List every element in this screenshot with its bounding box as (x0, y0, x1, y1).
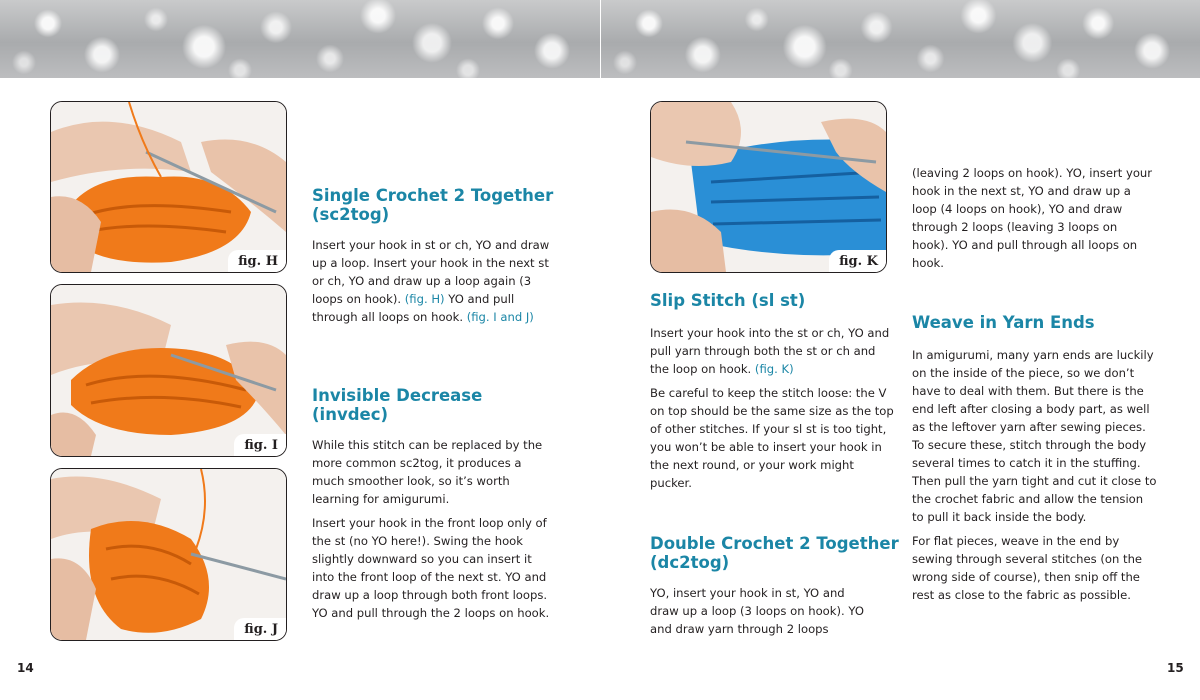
invdec-body (312, 436, 557, 628)
crochet-photo-i-image (51, 285, 286, 456)
slst-body (650, 324, 895, 498)
sc2tog-title-line1: Single Crochet 2 Together (312, 186, 554, 205)
photo-fig-h (50, 101, 287, 273)
sc2tog-heading (312, 186, 582, 224)
crochet-photo-j-image (51, 469, 286, 640)
invdec-title-line1: Invisible Decrease (312, 386, 483, 405)
fig-ij-reference: (fig. I and J) (466, 310, 534, 324)
photo-fig-i (50, 284, 287, 457)
dc2tog-heading (650, 534, 900, 572)
fig-j-label: fig. J (234, 618, 286, 640)
sc2tog-text-cont: YO and pull through all loops on hook. (312, 292, 515, 324)
slst-paragraph-1 (650, 324, 895, 378)
photo-fig-k (650, 101, 887, 273)
sc2tog-text: Insert your hook in st or ch, YO and draw up a loop. Insert your hook in the next st or ch, YO and draw up a loop again (3 loops on hook). (312, 238, 550, 306)
dc2tog-body (650, 584, 875, 644)
fig-k-label: fig. K (829, 250, 886, 272)
weave-heading: Weave in Yarn Ends (912, 313, 1095, 332)
weave-paragraph-2: For flat pieces, weave in the end by sewing through several stitches (on the wrong side of course), then snip off the rest as close to the fabric as possible. (912, 534, 1143, 602)
sc2tog-body (312, 236, 557, 332)
sparkle-banner-left (0, 0, 600, 78)
invdec-heading (312, 386, 582, 424)
fig-k-reference: (fig. K) (754, 362, 794, 376)
dc2tog-title-line2: (dc2tog) (650, 553, 730, 572)
crochet-photo-k-image (651, 102, 886, 272)
dc2tog-body-continued (912, 164, 1157, 278)
crochet-photo-h-image (51, 102, 286, 272)
fig-h-label: fig. H (228, 250, 286, 272)
dc2tog-paragraph: YO, insert your hook in st, YO and draw up a loop (3 loops on hook). YO and draw yarn through 2 loops (650, 586, 864, 636)
dc2tog-paragraph-cont: (leaving 2 loops on hook). YO, insert your hook in the next st, YO and draw up a loop (4 loops on hook), YO and draw through 2 loops (leaving 3 loops on hook). YO and pull through all loops on hook. (912, 166, 1153, 270)
fig-i-label: fig. I (234, 434, 286, 456)
slst-heading: Slip Stitch (sl st) (650, 291, 806, 310)
invdec-paragraph-2: Insert your hook in the front loop only of the st (no YO here!). Swing the hook slightly downward so you can insert it into the front loop of the next st. YO and draw up a loop through both front loops. YO and pull through the 2 loops on hook. (312, 516, 550, 620)
invdec-paragraph-1: While this stitch can be replaced by the more common sc2tog, it produces a much smoother look, so it’s worth learning for amigurumi. (312, 438, 543, 506)
fig-h-reference: (fig. H) (404, 292, 445, 306)
weave-paragraph-1: In amigurumi, many yarn ends are luckily on the inside of the piece, so we don’t have to deal with them. But there is the end left after closing a body part, as well as the leftover yarn after sewing pieces. To secure these, stitch through the body several times to catch it in the stuffing. Then pull the yarn tight and cut it close to the crochet fabric and allow the tension to pull it back inside the body. (912, 348, 1157, 524)
sc2tog-title-line2: (sc2tog) (312, 205, 390, 224)
page-number-right: 15 (1167, 661, 1184, 675)
weave-body (912, 346, 1157, 610)
page-number-left: 14 (17, 661, 34, 675)
invdec-title-line2: (invdec) (312, 405, 389, 424)
sc2tog-paragraph (312, 236, 557, 326)
sparkle-banner-right (601, 0, 1200, 78)
dc2tog-title-line1: Double Crochet 2 Together (650, 534, 899, 553)
slst-text: Insert your hook into the st or ch, YO and pull yarn through both the st or ch and the loop on hook. (650, 326, 890, 376)
photo-fig-j (50, 468, 287, 641)
slst-paragraph-2: Be careful to keep the stitch loose: the V on top should be the same size as the top of other stitches. If your sl st is too tight, you won’t be able to insert your hook in the next round, or your work might pucker. (650, 386, 894, 490)
